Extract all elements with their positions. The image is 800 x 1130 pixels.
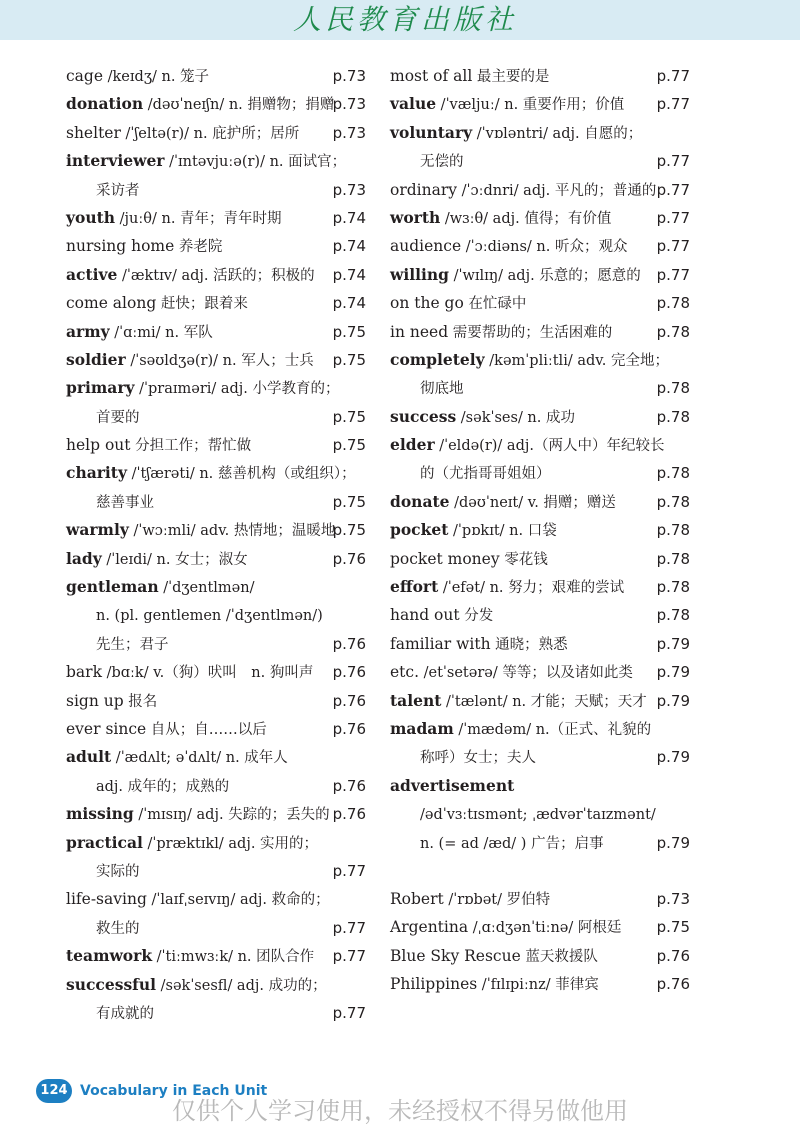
vocab-entry	[66, 658, 366, 686]
vocab-term: Philippines	[390, 975, 478, 994]
vocab-page-ref: p.79	[656, 634, 690, 653]
vocab-entry	[66, 829, 366, 857]
vocab-page-ref: p.79	[656, 691, 690, 710]
vocab-page-ref: p.76	[332, 776, 366, 795]
vocab-entry	[390, 687, 690, 715]
vocab-definition: n. (pl. gentlemen /ˈdʒentlmən/)	[96, 608, 323, 625]
footer-title: Vocabulary in Each Unit	[80, 1083, 268, 1099]
vocab-entry	[66, 573, 366, 601]
vocab-definition: /ˈpɒkɪt/ n. 口袋	[448, 523, 557, 540]
vocab-entry	[66, 346, 366, 374]
vocab-definition: 蓝天救援队	[520, 948, 598, 965]
vocab-term: ever since	[66, 719, 147, 738]
vocab-term: talent	[390, 690, 442, 710]
vocab-entry	[66, 119, 366, 147]
vocab-definition: 零花钱	[499, 551, 548, 568]
vocab-entry	[390, 261, 690, 289]
vocab-term: advertisement	[390, 775, 515, 795]
vocab-entry	[66, 289, 366, 317]
vocab-entry	[66, 459, 366, 487]
vocab-definition: 分发	[459, 608, 494, 625]
watermark: 仅供个人学习使用，未经授权不得另做他用	[172, 1097, 628, 1125]
vocab-page-ref: p.75	[332, 492, 366, 511]
vocab-definition: 自从；自……以后	[146, 721, 267, 738]
vocab-entry	[390, 800, 690, 828]
vocab-page-ref: p.78	[656, 322, 690, 341]
vocab-term: effort	[390, 577, 439, 597]
vocab-term: etc.	[390, 663, 420, 682]
vocab-term: youth	[66, 207, 116, 227]
vocab-page-ref: p.74	[332, 237, 366, 256]
vocab-definition: /ˈɪntəvjuːə(r)/ n. 面试官；	[164, 154, 347, 171]
vocab-entry	[66, 630, 366, 658]
vocab-page-ref: p.76	[332, 691, 366, 710]
vocab-page-ref: p.77	[332, 1003, 366, 1022]
vocab-definition: /ˈɔːdnri/ adj. 平凡的；普通的	[457, 182, 657, 199]
vocab-page-ref: p.79	[656, 833, 690, 852]
vocab-definition: /ˈmædəm/ n.（正式、礼貌的	[453, 721, 652, 738]
vocab-entry	[390, 516, 690, 544]
vocab-page-ref: p.77	[656, 152, 690, 171]
vocab-page-ref: p.77	[656, 180, 690, 199]
vocab-page-ref: p.76	[656, 946, 690, 965]
vocab-definition: 最主要的是	[472, 69, 550, 85]
vocab-entry	[390, 829, 690, 857]
vocab-definition: /ˈʃeltə(r)/ n. 庇护所；居所	[120, 125, 300, 142]
vocab-entry	[66, 857, 366, 885]
vocab-page-ref: p.73	[656, 889, 690, 908]
vocab-term: Argentina	[390, 918, 469, 937]
vocab-term: missing	[66, 804, 134, 824]
vocab-term: Robert	[390, 889, 444, 908]
vocab-entry	[390, 658, 690, 686]
vocab-term: come along	[66, 294, 157, 313]
vocab-entry	[66, 90, 366, 118]
vocab-entry	[390, 885, 690, 913]
vocab-page-ref: p.78	[656, 492, 690, 511]
vocab-term: donate	[390, 491, 450, 511]
vocab-page-ref: p.78	[656, 578, 690, 597]
vocab-definition: /etˈsetərə/ 等等；以及诸如此类	[419, 665, 633, 682]
vocab-term: help out	[66, 436, 131, 455]
vocab-definition: adj. 成年的；成熟的	[96, 778, 230, 795]
vocab-entry	[66, 914, 366, 942]
vocab-page-ref: p.78	[656, 294, 690, 313]
vocab-page-ref: p.74	[332, 294, 366, 313]
vocabulary-column-left	[66, 62, 366, 1027]
vocab-definition: 救生的	[96, 920, 140, 937]
vocab-term: warmly	[66, 520, 129, 540]
vocab-entry	[66, 62, 366, 90]
vocab-page-ref: p.73	[332, 123, 366, 142]
vocab-definition: 报名	[123, 693, 158, 710]
vocab-entry	[66, 800, 366, 828]
vocab-term: willing	[390, 264, 450, 284]
vocab-definition: 的（尤指哥哥姐姐）	[420, 466, 551, 483]
vocab-entry	[390, 573, 690, 601]
vocab-page-ref: p.79	[656, 748, 690, 767]
vocab-term: familiar with	[390, 634, 491, 653]
vocab-entry	[390, 913, 690, 941]
vocab-definition: /dəʊˈneɪt/ v. 捐赠；赠送	[449, 494, 616, 511]
vocab-definition: 在忙碌中	[463, 296, 527, 313]
vocab-definition: /ˈpraɪməri/ adj. 小学教育的；	[134, 381, 340, 398]
vocab-entry	[66, 601, 366, 629]
vocab-definition: /ədˈvɜːtɪsmənt; ˌædvərˈtaɪzmənt/	[420, 807, 656, 824]
vocab-page-ref: p.76	[656, 975, 690, 994]
vocab-definition: 首要的	[96, 409, 140, 426]
vocab-definition: /ˈdʒentlmən/	[158, 580, 255, 597]
vocab-term: pocket money	[390, 549, 500, 568]
vocab-definition: 先生；君子	[96, 636, 169, 653]
vocab-term: most of all	[390, 67, 473, 85]
vocab-entry	[66, 687, 366, 715]
vocab-term: sign up	[66, 691, 124, 710]
vocab-entry	[390, 431, 690, 459]
vocab-term: completely	[390, 349, 485, 369]
vocab-entry	[390, 488, 690, 516]
vocab-entry	[66, 885, 366, 913]
vocab-definition: /ˈlaɪfˌseɪvɪŋ/ adj. 救命的；	[146, 892, 330, 909]
vocab-entry	[390, 374, 690, 402]
vocab-definition: 实际的	[96, 863, 140, 880]
vocab-term: elder	[390, 435, 435, 455]
page-header-band	[0, 0, 800, 40]
vocab-definition: /ˈmɪsɪŋ/ adj. 失踪的；丢失的	[133, 807, 330, 824]
vocab-entry	[66, 488, 366, 516]
vocab-definition: /dəʊˈneɪʃn/ n. 捐赠物；捐赠	[143, 97, 335, 114]
vocab-term: cage	[66, 67, 104, 85]
vocab-entry	[390, 90, 690, 118]
vocab-term: army	[66, 321, 110, 341]
vocab-term: nursing home	[66, 237, 175, 256]
vocab-definition: /ˈpræktɪkl/ adj. 实用的；	[142, 835, 319, 852]
vocab-entry	[66, 232, 366, 260]
vocab-entry	[66, 176, 366, 204]
vocab-entry	[66, 204, 366, 232]
vocab-page-ref: p.78	[656, 379, 690, 398]
vocab-entry	[390, 630, 690, 658]
vocab-definition: /keɪdʒ/ n. 笼子	[103, 69, 210, 85]
vocab-definition: /ˈvɒləntri/ adj. 自愿的；	[472, 125, 643, 142]
vocab-definition: /ˈvæljuː/ n. 重要作用；价值	[436, 97, 625, 114]
vocab-entry	[66, 942, 366, 970]
vocab-page-ref: p.76	[332, 663, 366, 682]
vocab-term: successful	[66, 974, 157, 994]
vocab-definition: 有成就的	[96, 1005, 154, 1022]
vocab-definition: /səkˈses/ n. 成功	[456, 409, 575, 426]
vocab-term: audience	[390, 237, 462, 256]
vocab-page-ref: p.77	[656, 265, 690, 284]
vocab-entry	[66, 261, 366, 289]
vocab-entry	[390, 204, 690, 232]
vocab-term: bark	[66, 663, 102, 682]
vocab-definition: /ˈtælənt/ n. 才能；天赋；天才	[441, 693, 647, 710]
vocab-page-ref: p.73	[332, 67, 366, 85]
vocab-entry	[66, 715, 366, 743]
vocab-page-ref: p.75	[656, 918, 690, 937]
vocab-definition: 无偿的	[420, 154, 464, 171]
vocab-entry	[66, 318, 366, 346]
vocab-definition: 需要帮助的；生活困难的	[448, 324, 613, 341]
publisher-logo: 人民教育出版社	[292, 3, 517, 36]
vocab-entry	[390, 970, 690, 998]
vocab-definition: 通晓；熟悉	[490, 636, 568, 653]
vocab-page-ref: p.76	[332, 549, 366, 568]
vocab-definition: /ˈtʃærəti/ n. 慈善机构（或组织）；	[126, 466, 356, 483]
vocab-definition: /ˈɔːdiəns/ n. 听众；观众	[461, 239, 628, 256]
vocab-page-ref: p.77	[332, 861, 366, 880]
vocab-term: active	[66, 264, 118, 284]
vocab-term: life-saving	[66, 890, 147, 909]
vocab-definition: 彻底地	[420, 381, 464, 398]
vocab-page-ref: p.78	[656, 606, 690, 625]
vocab-page-ref: p.78	[656, 464, 690, 483]
vocab-definition: /ˈtiːmwɜːk/ n. 团队合作	[152, 949, 315, 966]
vocab-entry	[390, 289, 690, 317]
vocab-definition: 慈善事业	[96, 494, 154, 511]
vocab-page-ref: p.77	[656, 208, 690, 227]
vocab-term: voluntary	[390, 122, 473, 142]
vocab-page-ref: p.79	[656, 663, 690, 682]
vocab-page-ref: p.73	[332, 95, 366, 114]
vocab-definition: /ˈeldə(r)/ adj.（两人中）年纪较长	[434, 438, 665, 455]
vocab-term: donation	[66, 94, 144, 114]
vocab-definition: 分担工作；帮忙做	[130, 438, 252, 455]
vocab-definition: /ˈɑːmi/ n. 军队	[109, 324, 213, 341]
vocab-entry	[390, 318, 690, 346]
vocab-entry	[390, 119, 690, 147]
vocab-definition: /ˈsəʊldʒə(r)/ n. 军人；士兵	[125, 352, 314, 369]
vocab-term: adult	[66, 747, 112, 767]
vocab-entry	[66, 516, 366, 544]
vocab-entry	[66, 999, 366, 1027]
vocab-page-ref: p.75	[332, 322, 366, 341]
vocab-term: success	[390, 406, 457, 426]
vocab-entry	[66, 147, 366, 175]
vocab-page-ref: p.78	[656, 407, 690, 426]
vocabulary-column-right	[390, 62, 690, 999]
vocab-term: lady	[66, 548, 102, 568]
vocab-definition: /bɑːk/ v.（狗）吠叫 n. 狗叫声	[101, 665, 314, 682]
vocab-definition: /ˈrɒbət/ 罗伯特	[443, 891, 551, 908]
vocab-definition: /səkˈsesfl/ adj. 成功的；	[156, 977, 327, 994]
vocab-definition: /ˈfɪlɪpiːnz/ 菲律宾	[477, 977, 599, 994]
vocab-term: charity	[66, 463, 127, 483]
vocab-entry	[390, 62, 690, 90]
vocab-term: shelter	[66, 123, 121, 142]
vocab-definition: /ˈæktɪv/ adj. 活跃的；积极的	[117, 267, 315, 284]
vocab-term: ordinary	[390, 180, 458, 199]
vocab-term: value	[390, 94, 437, 114]
vocab-term: Blue Sky Rescue	[390, 946, 521, 965]
vocab-term: teamwork	[66, 946, 153, 966]
vocab-page-ref: p.75	[332, 407, 366, 426]
vocab-definition: /juːθ/ n. 青年；青年时期	[115, 210, 282, 227]
vocab-term: hand out	[390, 606, 460, 625]
vocab-entry	[390, 601, 690, 629]
vocab-page-ref: p.76	[332, 719, 366, 738]
vocab-entry	[390, 176, 690, 204]
vocab-definition: /ˈædʌlt; əˈdʌlt/ n. 成年人	[111, 750, 288, 767]
vocab-entry	[66, 743, 366, 771]
vocab-page-ref: p.77	[656, 237, 690, 256]
vocab-entry	[390, 403, 690, 431]
vocab-page-ref: p.77	[656, 95, 690, 114]
vocab-definition: n. (= ad /æd/ ) 广告；启事	[420, 835, 604, 852]
vocab-page-ref: p.76	[332, 634, 366, 653]
vocab-definition: /wɜːθ/ adj. 值得；有价值	[440, 210, 612, 227]
vocab-entry	[390, 545, 690, 573]
vocab-page-ref: p.77	[332, 918, 366, 937]
vocab-definition: /ˈwɪlɪŋ/ adj. 乐意的；愿意的	[449, 267, 641, 284]
vocab-page-ref: p.75	[332, 350, 366, 369]
vocab-entry	[390, 715, 690, 743]
vocab-page-ref: p.76	[332, 805, 366, 824]
vocab-term: pocket	[390, 520, 449, 540]
vocab-page-ref: p.75	[332, 521, 366, 540]
vocab-definition: /ˌɑːdʒənˈtiːnə/ 阿根廷	[468, 920, 622, 937]
vocab-entry	[390, 743, 690, 771]
vocab-term: on the go	[390, 294, 464, 313]
vocab-entry	[66, 545, 366, 573]
vocab-entry	[390, 346, 690, 374]
vocab-entry	[390, 459, 690, 487]
vocab-term: madam	[390, 718, 454, 738]
vocab-page-ref: p.74	[332, 265, 366, 284]
vocab-definition: /ˈefət/ n. 努力；艰难的尝试	[438, 580, 625, 597]
vocab-entry	[66, 772, 366, 800]
vocab-entry	[390, 942, 690, 970]
vocab-page-ref: p.78	[656, 549, 690, 568]
vocab-definition: 采访者	[96, 182, 140, 199]
vocab-term: gentleman	[66, 577, 159, 597]
vocab-term: practical	[66, 832, 143, 852]
vocab-page-ref: p.74	[332, 208, 366, 227]
vocab-definition: /ˈleɪdi/ n. 女士；淑女	[101, 551, 248, 568]
vocab-term: interviewer	[66, 151, 165, 171]
vocab-page-ref: p.77	[332, 947, 366, 966]
vocab-term: primary	[66, 378, 135, 398]
vocab-entry	[66, 374, 366, 402]
vocab-page-ref: p.77	[656, 67, 690, 85]
vocab-definition: /kəmˈpliːtli/ adv. 完全地；	[484, 352, 669, 369]
vocab-page-ref: p.75	[332, 436, 366, 455]
vocab-entry	[390, 232, 690, 260]
vocab-entry	[66, 403, 366, 431]
vocab-term: in need	[390, 322, 449, 341]
vocab-page-ref: p.78	[656, 521, 690, 540]
vocab-definition: /ˈwɔːmli/ adv. 热情地；温暖地	[128, 523, 336, 540]
vocab-definition: 赶快；跟着来	[156, 296, 248, 313]
vocab-entry	[390, 772, 690, 800]
vocab-entry	[66, 971, 366, 999]
vocab-entry	[390, 147, 690, 175]
vocab-term: soldier	[66, 349, 126, 369]
vocab-definition: 养老院	[174, 239, 223, 256]
page-number-badge: 124	[36, 1079, 72, 1103]
vocab-term: worth	[390, 207, 441, 227]
vocab-page-ref: p.73	[332, 180, 366, 199]
vocab-entry	[66, 431, 366, 459]
vocab-definition: 称呼）女士；夫人	[420, 750, 536, 767]
